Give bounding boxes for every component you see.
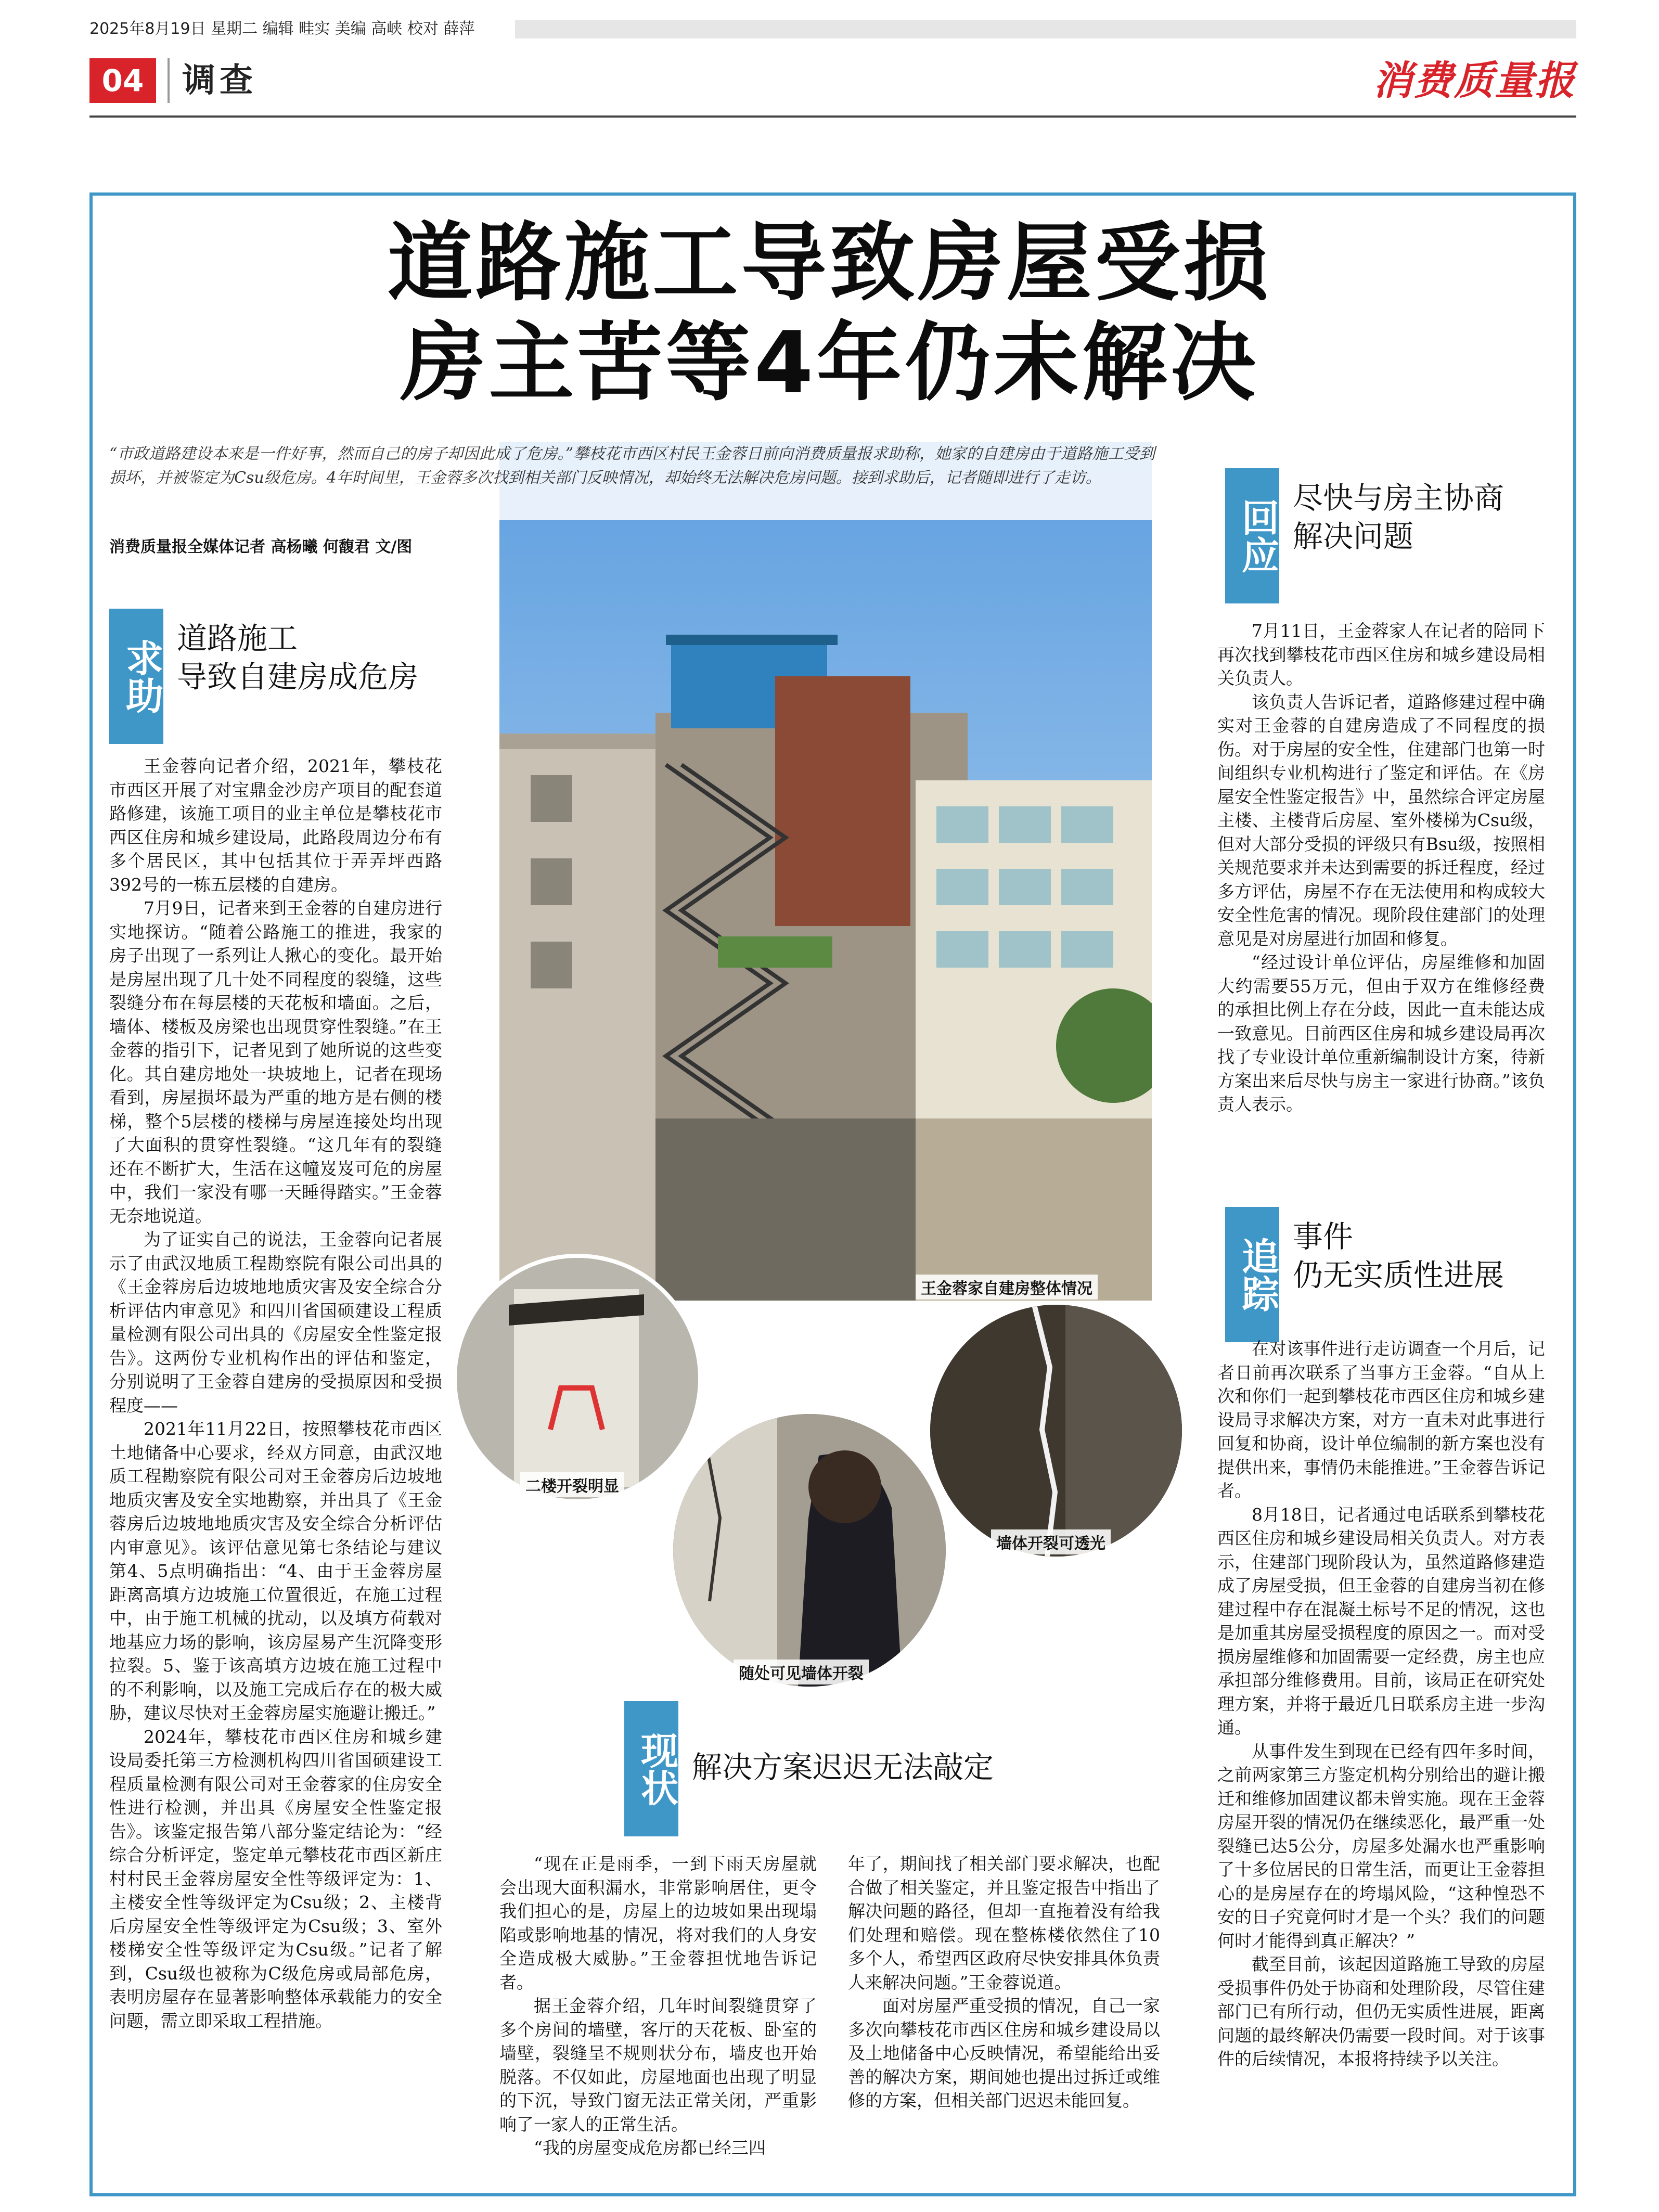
paragraph: 7月11日，王金蓉家人在记者的陪同下再次找到攀枝花市西区住房和城乡建设局相关负责人。 [1217,621,1545,688]
lead-paragraph: “市政道路建设本来是一件好事，然而自己的房子却因此成了危房。”攀枝花市西区村民王金蓉日前向消费质量报求助称，她家的自建房由于道路施工受到损坏，并被鉴定为Csu级危房。4年时间里，王金蓉多次找到相关部门反映情况，却始终无法解决危房问题。接到求助后，记者随即进行了走访。 [109,445,1155,487]
paragraph: 王金蓉向记者介绍，2021年，攀枝花市西区开展了对宝鼎金沙房产项目的配套道路修建，该施工项目的业主单位是攀枝花市西区住房和城乡建设局，此路段周边分布有多个居民区，其中包括其位于弄弄坪西路392号的一栋五层楼的自建房。 [109,756,442,895]
section-divider [168,58,170,103]
paragraph: “现在正是雨季，一到下雨天房屋就会出现大面积漏水，非常影响居住，更令我们担心的是，房屋上的边坡如果出现塌陷或影响地基的情况，将对我们的人身安全造成极大威胁。”王金蓉担忧地告诉记者。 [499,1854,817,1992]
section-badge-status: 现状 [624,1701,678,1836]
photo-wall-light [926,1301,1186,1561]
brand-logo: 消费质量报 [1373,57,1576,104]
paragraph: 2024年，攀枝花市西区住房和城乡建设局委托第三方检测机构四川省国硕建设工程质量检测有限公司对王金蓉家的住房安全性进行检测，并出具《房屋安全性鉴定报告》。该鉴定报告第八部分鉴定结论为：“经综合分析评定，鉴定单元攀枝花市西区新庄村村民王金蓉房屋安全性等级评定为：1、主楼安全性等级评定为Csu级；2、主楼背后房屋安全性等级评定为Csu级；3、室外楼梯安全性等级评定为Csu级。”记者了解到，Csu级也被称为C级危房或局部危房，表明房屋存在显著影响整体承载能力的安全问题，需立即采取工程措施。 [109,1726,442,2031]
column-mid-2 [848,1852,1160,2113]
photo-crack-2f [453,1254,702,1503]
section-title-follow [1293,1217,1504,1294]
paragraph: 从事件发生到现在已经有四年多时间，之前两家第三方鉴定机构分别给出的避让搬迁和维修加固建议都未曾实施。现在王金蓉房屋开裂的情况仍在继续恶化，最严重一处裂缝已达5公分，房屋多处漏水也严重影响了十多位居民的日常生活，而更让王金蓉担心的是房屋存在的垮塌风险，“这种惶恐不安的日子究竟何时才是一个头？我们的问题何时才能得到真正解决？” [1217,1741,1545,1951]
building-photo [499,442,1152,1301]
section-name: 调查 [182,61,257,100]
crack-2f-image [457,1258,698,1499]
headline-line-2: 房主苦等4年仍未解决 [400,313,1259,413]
column-right-2 [1217,1337,1545,2071]
caption-main: 王金蓉家自建房整体情况 [916,1275,1098,1300]
headline [0,213,1659,413]
paragraph: 该负责人告诉记者，道路修建过程中确实对王金蓉的自建房造成了不同程度的损伤。对于房屋的安全性，住建部门也第一时间组织专业机构进行了鉴定和评估。在《房屋安全性鉴定报告》中，虽然综合评定房屋主楼、主楼背后房屋、室外楼梯为Csu级，但对大部分受损的评级只有Bsu级，按照相关规范要求并未达到需要的拆迁程度，经过多方评估，房屋不存在无法使用和构成较大安全性危害的情况。现阶段住建部门的处理意见是对房屋进行加固和修复。 [1217,691,1545,949]
caption-wall-light: 墙体开裂可透光 [991,1529,1111,1554]
paragraph: 2021年11月22日，按照攀枝花市西区土地储备中心要求，经双方同意，由武汉地质工程勘察院有限公司对王金蓉房后边坡地地质灾害及安全实地勘察，并出具了《王金蓉房后边坡地地质灾害及安全综合分析评估内审意见》。该评估意见第七条结论与建议第4、5点明确指出：“4、由于王金蓉房屋距离高填方边坡施工位置很近，在施工过程中，由于施工机械的扰动，以及填方荷载对地基应力场的影响，该房屋易产生沉降变形拉裂。5、鉴于该高填方边坡在施工过程中的不利影响，以及施工完成后存在的极大威胁，建议尽快对王金蓉房屋实施避让搬迁。” [109,1419,442,1723]
section-title-seek-line1: 道路施工 [177,621,298,656]
byline: 消费质量报全媒体记者 高杨曦 何馥君 文/图 [109,538,413,556]
paragraph: “经过设计单位评估，房屋维修和加固大约需要55万元，但由于双方在维修经费的承担比例上存在分歧，因此一直未能达成一致意见。目前西区住房和城乡建设局再次找了专业设计单位重新编制设计方案，待新方案出来后尽快与房主一家进行协商。”该负责人表示。 [1217,952,1545,1114]
section-title-seek [177,619,418,696]
section-title-follow-line1: 事件 [1293,1219,1354,1254]
section-title-response-line1: 尽快与房主协商 [1293,480,1504,516]
wall-light-image [930,1305,1182,1557]
photo-everywhere [669,1410,950,1691]
section-title-status: 解决方案迟迟无法敲定 [692,1750,994,1785]
section-badge-response: 回应 [1225,468,1279,603]
section-title-follow-line2: 仍无实质性进展 [1293,1257,1504,1293]
paragraph: 8月18日，记者通过电话联系到攀枝花西区住房和城乡建设局相关负责人。对方表示，住建部门现阶段认为，虽然道路修建造成了房屋受损，但王金蓉的自建房当初在修建过程中存在混凝土标号不足的情况，这也是加重其房屋受损程度的原因之一。而对受损房屋维修和加固需要一定经费，房主也应承担部分维修费用。目前，该局正在研究处理方案，并将于最近几日联系房主进一步沟通。 [1217,1504,1545,1738]
section-title-response-line2: 解决问题 [1293,519,1414,554]
section-badge-seek: 求助 [109,609,163,744]
paragraph: 在对该事件进行走访调查一个月后，记者日前再次联系了当事方王金蓉。“自从上次和你们一起到攀枝花市西区住房和城乡建设局寻求解决方案，对方一直未对此事进行回复和协商，设计单位编制的新方案也没有提供出来，事情仍未能推进。”王金蓉告诉记者。 [1217,1339,1545,1501]
paragraph: 为了证实自己的说法，王金蓉向记者展示了由武汉地质工程勘察院有限公司出具的《王金蓉房后边坡地地质灾害及安全综合分析评估内审意见》和四川省国硕建设工程质量检测有限公司出具的《房屋安全性鉴定报告》。这两份专业机构作出的评估和鉴定，分别说明了王金蓉自建房的受损原因和受损程度—— [109,1229,442,1416]
caption-crack-2f: 二楼开裂明显 [520,1472,624,1497]
paragraph: 7月9日，记者来到王金蓉的自建房进行实地探访。“随着公路施工的推进，我家的房子出现了一系列让人揪心的变化。最开始是房屋出现了几十处不同程度的裂缝，这些裂缝分布在每层楼的天花板和墙面。之后，墙体、楼板及房梁也出现贯穿性裂缝。”在王金蓉的指引下，记者见到了她所说的这些变化。其自建房地处一块坡地上，记者在现场看到，房屋损坏最为严重的地方是右侧的楼梯，整个5层楼的楼梯与房屋连接处均出现了大面积的贯穿性裂缝。“这几年有的裂缝还在不断扩大，生活在这幢岌岌可危的房屋中，我们一家没有哪一天睡得踏实。”王金蓉无奈地说道。 [109,898,442,1226]
column-mid-1 [499,1852,817,2160]
caption-everywhere: 随处可见墙体开裂 [734,1660,869,1684]
column-right-1 [1217,619,1545,1116]
section-title-response [1293,479,1504,556]
paragraph: 年了，期间找了相关部门要求解决，也配合做了相关鉴定，并且鉴定报告中指出了解决问题的路径，但却一直拖着没有给我们处理和赔偿。现在整栋楼依然住了10多个人，希望西区政府尽快安排具体负责人来解决问题。”王金蓉说道。 [848,1854,1160,1992]
paragraph: 截至目前，该起因道路施工导致的房屋受损事件仍处于协商和处理阶段，尽管住建部门已有所行动，但仍无实质性进展，距离问题的最终解决仍需要一段时间。对于该事件的后续情况，本报将持续予以关注。 [1217,1954,1545,2069]
page-number: 04 [89,58,156,103]
main-photo [499,442,1152,1301]
masthead-bar [515,20,1576,38]
paragraph: 面对房屋严重受损的情况，自己一家多次向攀枝花市西区住房和城乡建设局以及土地储备中心反映情况，希望能给出妥善的解决方案，期间她也提出过拆迁或维修的方案，但相关部门迟迟未能回复。 [848,1996,1160,2111]
everywhere-image [673,1414,946,1687]
column-left [109,754,442,2033]
date-line: 2025年8月19日 星期二 编辑 畦实 美编 高峡 校对 薛萍 [89,20,475,38]
paragraph: 据王金蓉介绍，几年时间裂缝贯穿了多个房间的墙壁，客厅的天花板、卧室的墙壁，裂缝呈不规则状分布，墙皮也开始脱落。不仅如此，房屋地面也出现了明显的下沉，导致门窗无法正常关闭，严重影响了一家人的正常生活。 [499,1996,817,2134]
section-title-seek-line2: 导致自建房成危房 [177,659,419,695]
section-badge-follow: 追踪 [1225,1207,1279,1342]
masthead-rule [89,115,1576,118]
paragraph: “我的房屋变成危房都已经三四 [534,2138,766,2158]
headline-line-1: 道路施工导致房屋受损 [387,213,1272,313]
